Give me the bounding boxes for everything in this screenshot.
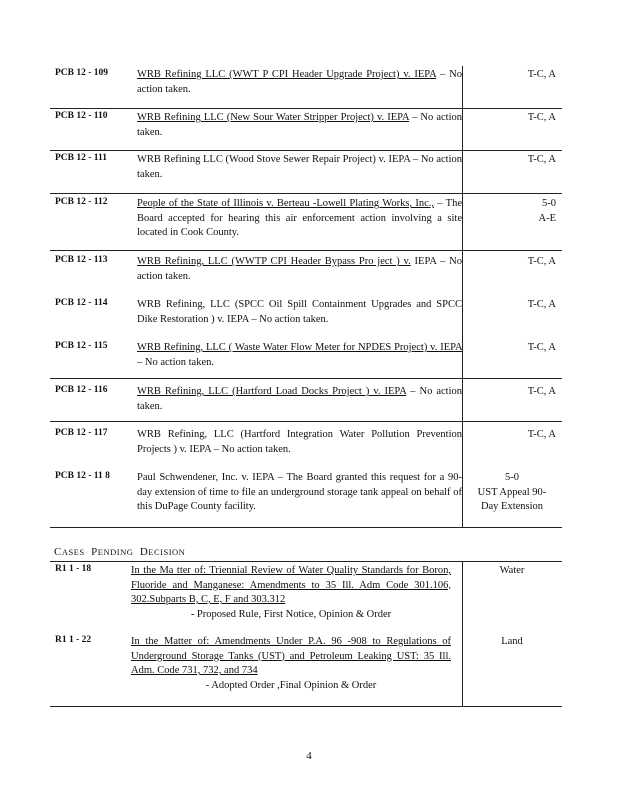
vote: T-C, A (527, 154, 556, 165)
section-divider (50, 561, 562, 562)
case-description: People of the State of Illinois v. Berteau -Lowell Plating Works, Inc., – The Board accepted for hearing this air enforcement action involving a site located in Cook County. (137, 198, 462, 238)
vote: T-C, A (527, 342, 556, 353)
table-bottom-line (50, 706, 562, 707)
row-divider (50, 108, 562, 109)
vote: 5-0 A-E (538, 198, 556, 224)
docket-number: PCB 12 - 117 (55, 428, 108, 438)
docket-number: PCB 12 - 113 (55, 255, 108, 265)
row-divider (50, 378, 562, 379)
column-divider-upper (462, 66, 463, 528)
vote: T-C, A (527, 386, 556, 397)
case-description: In the Ma tter of: Triennial Review of Water Quality Standards for Boron, Fluoride and Manganese: Amendments to 35 Ill. Adm Code 301.106, 302.Subparts B, C, E, F and 303.312 - Proposed Rule, First Notice, Opinion & Order (131, 565, 451, 620)
docket-number: PCB 12 - 111 (55, 153, 107, 163)
case-description: WRB Refining, LLC (Hartford Load Docks Project ) v. IEPA – No action taken. (137, 386, 462, 412)
case-description: WRB Refining LLC (Wood Stove Sewer Repair Project) v. IEPA – No action taken. (137, 154, 462, 180)
row-divider (50, 150, 562, 151)
case-description: WRB Refining, LLC ( Waste Water Flow Meter for NPDES Project) v. IEPA – No action taken. (137, 342, 462, 368)
docket-number: R1 1 - 18 (55, 564, 92, 574)
docket-number: PCB 12 - 11 8 (55, 471, 110, 481)
docket-number: PCB 12 - 116 (55, 385, 108, 395)
case-description: WRB Refining, LLC (WWTP CPI Header Bypass Pro ject ) v. IEPA – No action taken. (137, 256, 463, 282)
docket-number: PCB 12 - 110 (55, 111, 108, 121)
vote: T-C, A (527, 299, 556, 310)
row-divider (50, 250, 562, 251)
case-description: WRB Refining LLC (WWT P CPI Header Upgrade Project) v. IEPA – No action taken. (137, 69, 462, 95)
page-number: 4 (306, 750, 312, 762)
row-divider (50, 193, 562, 194)
case-description: Paul Schwendener, Inc. v. IEPA – The Board granted this request for a 90-day extension of time to file an underground storage tank appeal on behalf of this DuPage County facility. (137, 472, 462, 512)
vote: Water (499, 565, 525, 576)
docket-number: PCB 12 - 109 (55, 68, 109, 78)
case-description: In the Matter of: Amendments Under P.A. 96 -908 to Regulations of Underground Storage Tanks (UST) and Petroleum Leaking UST: 35 Ill. Adm. Code 731, 732, and 734 - Adopted Order ,Final Opinion & Order (131, 636, 451, 691)
vote: 5-0 UST Appeal 90- Day Extension (477, 472, 547, 512)
docket-number: PCB 12 - 112 (55, 197, 108, 207)
case-description: WRB Refining, LLC (Hartford Integration Water Pollution Prevention Projects ) v. IEPA – No action taken. (137, 429, 462, 455)
vote: T-C, A (527, 69, 556, 80)
row-divider (50, 421, 562, 422)
docket-number: PCB 12 - 115 (55, 341, 108, 351)
vote: T-C, A (527, 112, 556, 123)
row-divider (50, 527, 562, 528)
vote: T-C, A (527, 429, 556, 440)
section-heading: CASES PENDING DECISION (54, 546, 186, 558)
case-description: WRB Refining, LLC (SPCC Oil Spill Containment Upgrades and SPCC Dike Restoration ) v. IEPA – No action taken. (137, 299, 462, 325)
docket-number: PCB 12 - 114 (55, 298, 108, 308)
case-description: WRB Refining LLC (New Sour Water Stripper Project) v. IEPA – No action taken. (137, 112, 462, 138)
docket-number: R1 1 - 22 (55, 635, 92, 645)
column-divider-lower (462, 561, 463, 707)
vote: Land (501, 636, 523, 647)
vote: T-C, A (527, 256, 556, 267)
